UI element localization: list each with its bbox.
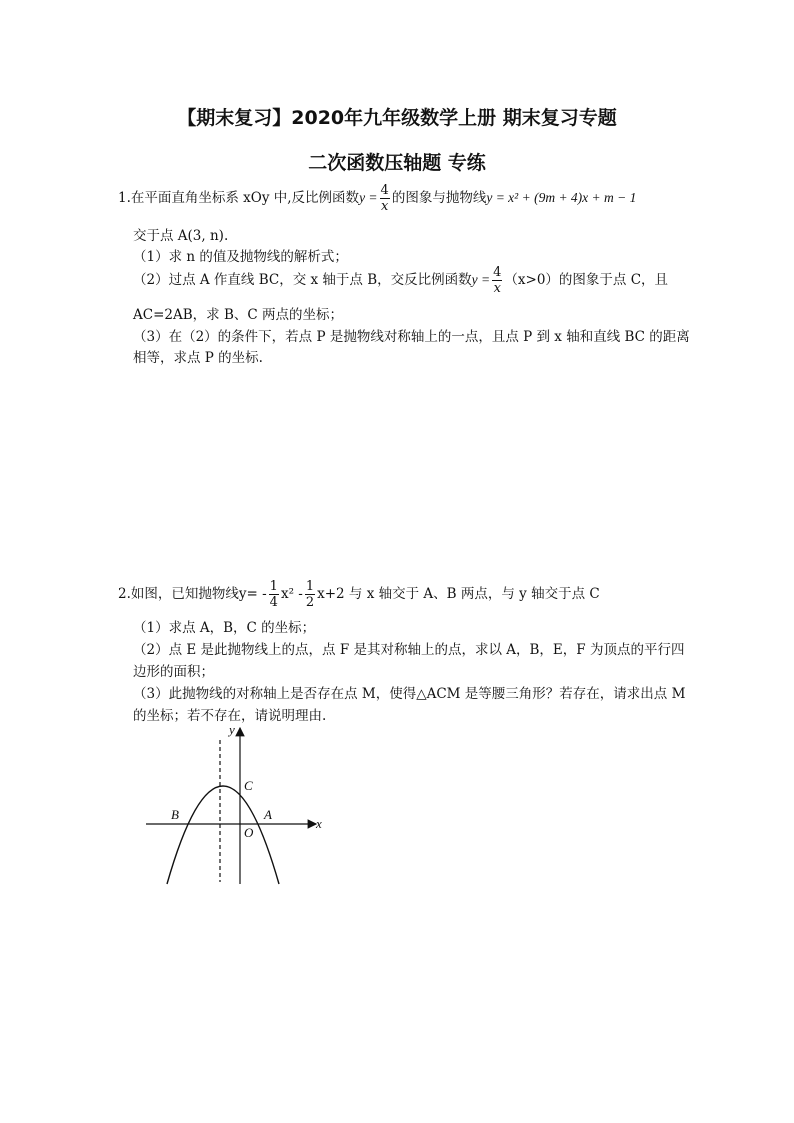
q1-statement [118,184,636,213]
label-x: x [316,816,322,831]
q2-part2-line2: 边形的面积； [133,664,214,680]
q2-part1: （1）求点 A，B，C 的坐标； [133,620,316,636]
label-c: C [244,778,253,793]
q1-part1: （1）求 n 的值及抛物线的解析式； [133,249,348,265]
page-subtitle: 二次函数压轴题 专练 [308,152,486,174]
q2-frac1-den: 4 [269,595,278,610]
label-a: A [264,807,272,822]
q1-line2: 交于点 A(3, n). [133,228,229,244]
q1-y-eq: y = [359,190,378,205]
q1-part2-line2: AC=2AB，求 B、C 两点的坐标； [133,307,343,323]
q1-part3-line1: （3）在（2）的条件下，若点 P 是抛物线对称轴上的一点，且点 P 到 x 轴和直线 BC 的距离 [133,329,690,345]
q1-part2-frac-num: 4 [493,265,502,280]
label-y: y [229,722,235,737]
q1-fraction [380,184,390,213]
label-o: O [244,825,254,840]
label-b: B [171,807,179,822]
q2-frac2-den: 2 [305,595,315,610]
q1-part2 [133,266,668,295]
q1-prefix: 1.在平面直角坐标系 xOy 中,反比例函数 [118,190,360,206]
parabola-curve [167,786,279,884]
q2-frac2-num: 1 [305,579,315,594]
q1-part2-post: （x>0）的图象于点 C，且 [504,272,669,288]
q2-fraction-2 [305,580,315,609]
q2-fraction-1 [269,580,279,609]
q1-frac-den: x [381,199,389,214]
q2-frac1-num: 1 [269,579,278,594]
q1-parabola: y = x² + (9m + 4)x + m − 1 [486,190,637,205]
q1-frac-num: 4 [380,183,389,198]
parabola-figure [140,718,340,888]
q2-x2: x² - [280,586,303,602]
q2-suffix: x+2 与 x 轴交于 A、B 两点，与 y 轴交于点 C [317,586,600,602]
q1-mid: 的图象与抛物线 [391,190,487,206]
q1-part2-pre: （2）过点 A 作直线 BC，交 x 轴于点 B，交反比例函数 [133,272,472,288]
q2-statement [118,580,600,609]
q1-part2-frac-den: x [493,281,501,296]
q2-prefix: 2.如图，已知抛物线y= - [118,586,267,602]
q2-part2-line1: （2）点 E 是此抛物线上的点，点 F 是其对称轴上的点，求以 A，B，E，F 为顶点的平行四 [133,642,685,658]
q1-part2-y-eq: y = [471,272,491,287]
q1-part3-line2: 相等，求点 P 的坐标. [133,350,263,366]
q2-part3-line2: 的坐标；若不存在，请说明理由. [133,708,327,724]
q2-part3-line1: （3）此抛物线的对称轴上是否存在点 M，使得△ACM 是等腰三角形？若存在，请求出点 M [133,686,686,702]
q1-part2-fraction [492,266,502,295]
page-title: 【期末复习】2020年九年级数学上册 期末复习专题 [177,107,617,129]
